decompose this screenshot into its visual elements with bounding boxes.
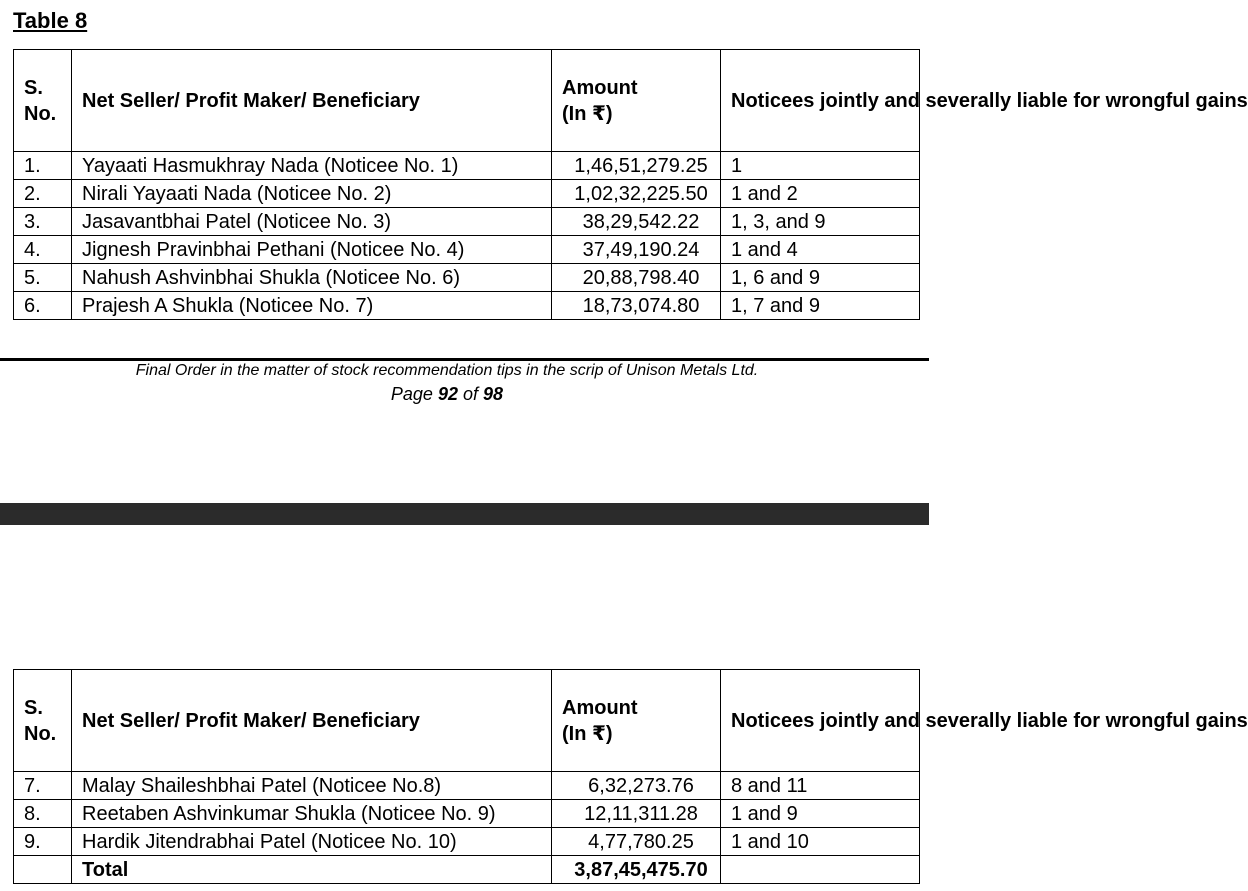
total-label: Total	[72, 856, 552, 884]
row-amount: 1,46,51,279.25	[552, 152, 721, 180]
table-row	[14, 180, 920, 208]
total-liable-cell	[721, 856, 920, 884]
row-liable: 1	[721, 152, 920, 180]
row-amount: 12,11,311.28	[552, 800, 721, 828]
row-name: Jasavantbhai Patel (Noticee No. 3)	[72, 208, 552, 236]
table-8-part-1	[13, 49, 1248, 320]
table-row	[14, 264, 920, 292]
row-liable: 1 and 10	[721, 828, 920, 856]
page-separator	[0, 503, 929, 525]
row-amount: 6,32,273.76	[552, 772, 721, 800]
row-sno: 5.	[14, 264, 72, 292]
table-row	[14, 236, 920, 264]
row-name: Prajesh A Shukla (Noticee No. 7)	[72, 292, 552, 320]
row-sno: 7.	[14, 772, 72, 800]
header-amount-label: Amount	[562, 696, 638, 719]
table-row	[14, 292, 920, 320]
row-name: Nirali Yayaati Nada (Noticee No. 2)	[72, 180, 552, 208]
row-liable: 1 and 4	[721, 236, 920, 264]
footer-rule	[0, 358, 929, 361]
row-name: Yayaati Hasmukhray Nada (Noticee No. 1)	[72, 152, 552, 180]
row-name: Jignesh Pravinbhai Pethani (Noticee No. 4)	[72, 236, 552, 264]
page-of: of	[463, 384, 479, 404]
row-sno: 9.	[14, 828, 72, 856]
row-amount: 38,29,542.22	[552, 208, 721, 236]
page-word: Page	[390, 384, 433, 404]
row-sno: 1.	[14, 152, 72, 180]
row-liable: 1, 6 and 9	[721, 264, 920, 292]
header-sno: S. No.	[14, 670, 72, 772]
table-header-row	[14, 50, 920, 152]
header-liable: Noticees jointly and severally liable for wrongful gains	[721, 670, 920, 772]
row-sno: 4.	[14, 236, 72, 264]
header-sno: S. No.	[14, 50, 72, 152]
page-total: 98	[483, 384, 504, 404]
table-row	[14, 828, 920, 856]
page-current: 92	[437, 384, 458, 404]
header-amount	[552, 670, 721, 772]
row-amount: 37,49,190.24	[552, 236, 721, 264]
footer-page-number	[0, 384, 894, 405]
row-name: Hardik Jitendrabhai Patel (Noticee No. 10)	[72, 828, 552, 856]
row-amount: 4,77,780.25	[552, 828, 721, 856]
table-row	[14, 800, 920, 828]
header-amount-label: Amount	[562, 76, 638, 99]
header-amount-unit: (In ₹)	[562, 102, 613, 125]
table-title: Table 8	[13, 8, 88, 33]
header-amount-unit: (In ₹)	[562, 722, 613, 745]
row-liable: 1 and 9	[721, 800, 920, 828]
row-liable: 1 and 2	[721, 180, 920, 208]
row-sno: 6.	[14, 292, 72, 320]
row-liable: 8 and 11	[721, 772, 920, 800]
header-name: Net Seller/ Profit Maker/ Beneficiary	[72, 50, 552, 152]
table-8-part-2	[13, 669, 1248, 884]
header-liable: Noticees jointly and severally liable for wrongful gains	[721, 50, 920, 152]
row-name: Malay Shaileshbhai Patel (Noticee No.8)	[72, 772, 552, 800]
table-row	[14, 152, 920, 180]
table-row	[14, 772, 920, 800]
row-name: Nahush Ashvinbhai Shukla (Noticee No. 6)	[72, 264, 552, 292]
header-amount	[552, 50, 721, 152]
row-liable: 1, 7 and 9	[721, 292, 920, 320]
table-row	[14, 208, 920, 236]
table-header-row	[14, 670, 920, 772]
row-sno: 2.	[14, 180, 72, 208]
total-sno-cell	[14, 856, 72, 884]
total-amount: 3,87,45,475.70	[552, 856, 721, 884]
row-name: Reetaben Ashvinkumar Shukla (Noticee No. 9)	[72, 800, 552, 828]
header-name: Net Seller/ Profit Maker/ Beneficiary	[72, 670, 552, 772]
row-sno: 3.	[14, 208, 72, 236]
row-liable: 1, 3, and 9	[721, 208, 920, 236]
row-amount: 20,88,798.40	[552, 264, 721, 292]
row-amount: 18,73,074.80	[552, 292, 721, 320]
row-sno: 8.	[14, 800, 72, 828]
row-amount: 1,02,32,225.50	[552, 180, 721, 208]
footer-caption: Final Order in the matter of stock recommendation tips in the scrip of Unison Metals Ltd.	[135, 362, 759, 379]
total-row	[14, 856, 920, 884]
